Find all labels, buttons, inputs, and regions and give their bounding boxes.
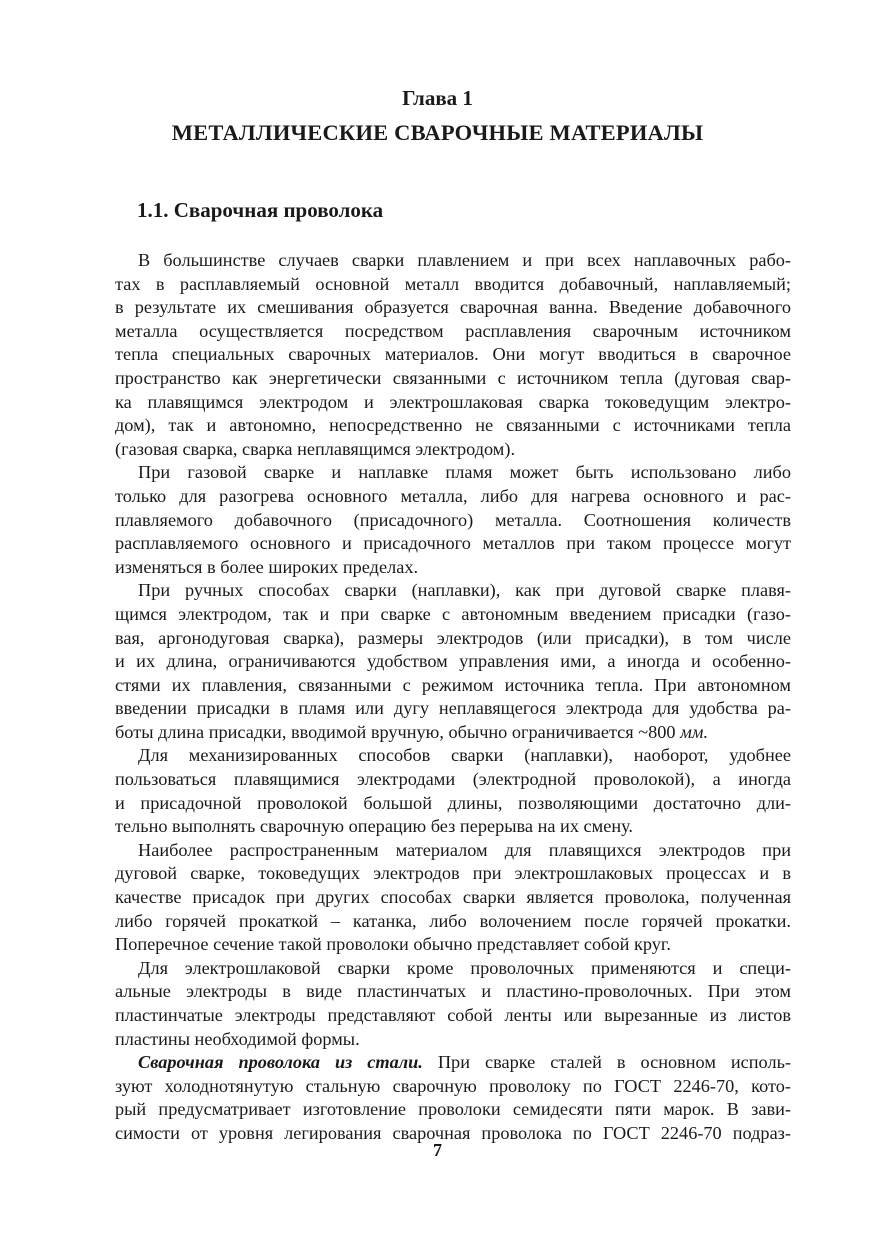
text-line: (газовая сварка, сварка неплавящимся электродом).	[115, 438, 516, 459]
text-line: вая, аргонодуговая сварка), размеры электродов (или присадки), в том числе	[115, 627, 791, 648]
run-in-heading: Сварочная проволока из стали.	[138, 1052, 423, 1073]
paragraph	[115, 461, 791, 579]
text-line: При газовой сварке и наплавке пламя может быть использовано либо	[138, 462, 791, 483]
text-line: расплавляемого основного и присадочного металлов при таком процессе могут	[115, 533, 791, 554]
text-line: дом), так и автономно, непосредственно не связанными с источниками тепла	[115, 415, 791, 436]
text-line: изменяться в более широких пределах.	[115, 556, 419, 577]
text-line: стями их плавления, связанными с режимом источника тепла. При автономном	[115, 674, 791, 695]
section-heading: 1.1. Сварочная проволока	[137, 198, 384, 222]
text-run: При сварке сталей в основном исполь-	[422, 1052, 792, 1073]
text-line: плавляемого добавочного (присадочного) металла. Соотношения количеств	[115, 509, 791, 530]
paragraph	[115, 839, 791, 957]
chapter-title: МЕТАЛЛИЧЕСКИЕ СВАРОЧНЫЕ МАТЕРИАЛЫ	[171, 120, 704, 145]
text-line: Для механизированных способов сварки (наплавки), наоборот, удобнее	[138, 745, 791, 766]
text-line: тельно выполнять сварочную операцию без перерыва на их смену.	[115, 816, 633, 837]
text-line: качестве присадок при других способах сварки является проволока, полученная	[115, 887, 791, 908]
unit-text: мм.	[680, 721, 709, 742]
text-line: дуговой сварке, токоведущих электродов при электрошлаковых процессах и в	[115, 863, 791, 884]
text-line: Наиболее распространенным материалом для плавящихся электродов при	[138, 839, 791, 860]
text-line: зуют холоднотянутую стальную сварочную проволоку по ГОСТ 2246-70, кото-	[115, 1075, 791, 1096]
paragraph	[115, 249, 791, 461]
chapter-number: Глава 1	[402, 86, 473, 110]
paragraph	[115, 579, 791, 744]
text-line: металла осуществляется посредством расплавления сварочным источником	[115, 320, 791, 341]
page-number: 7	[433, 1140, 442, 1160]
paragraph	[115, 744, 791, 838]
text-line: пластинчатые электроды представляют собой ленты или вырезанные из листов	[115, 1005, 791, 1025]
text-line: и присадочной проволокой большой длины, позволяющими достаточно дли-	[115, 792, 791, 813]
text-line: пользоваться плавящимися электродами (электродной проволокой), а иногда	[115, 769, 791, 790]
text-line: Для электрошлаковой сварки кроме проволочных применяются и специ-	[138, 957, 791, 978]
text-line: При ручных способах сварки (наплавки), как при дуговой сварке плавя-	[138, 580, 791, 601]
body-text	[115, 249, 791, 1146]
text-line: альные электроды в виде пластинчатых и пластино-проволочных. При этом	[115, 981, 791, 1002]
text-line: только для разогрева основного металла, либо для нагрева основного и рас-	[115, 485, 791, 506]
text-line: и их длина, ограничиваются удобством управления ими, а иногда и особенно-	[115, 651, 791, 672]
text-line	[115, 721, 791, 745]
text-line: пластины необходимой формы.	[115, 1028, 360, 1049]
paragraph	[115, 957, 791, 1051]
text-line	[115, 1051, 791, 1075]
text-line: либо горячей прокаткой – катанка, либо волочением после горячей прокатки.	[115, 910, 791, 931]
text-line: Поперечное сечение такой проволоки обычно представляет собой круг.	[115, 934, 671, 955]
text-line: ка плавящимся электродом и электрошлаковая сварка токоведущим электро-	[115, 391, 791, 412]
text-line: пространство как энергетически связанными с источником тепла (дуговая свар-	[115, 367, 791, 388]
text-line: в результате их смешивания образуется сварочная ванна. Введение добавочного	[115, 297, 791, 318]
text-line: тах в расплавляемый основной металл вводится добавочный, наплавляемый;	[115, 273, 791, 294]
text-line: введении присадки в пламя или дугу неплавящегося электрода для удобства ра-	[115, 698, 791, 719]
text-line: щимся электродом, так и при сварке с автономным введением присадки (газо-	[115, 603, 791, 624]
text-line: рый предусматривает изготовление проволоки семидесяти пяти марок. В зави-	[115, 1099, 791, 1120]
text-line: В большинстве случаев сварки плавлением и при всех наплавочных рабо-	[138, 250, 791, 270]
text-run: боты длина присадки, вводимой вручную, обычно ограничивается ~800	[115, 721, 681, 742]
text-line: симости от уровня легирования сварочная проволока по ГОСТ 2246-70 подраз-	[115, 1122, 791, 1143]
text-line: тепла специальных сварочных материалов. Они могут вводиться в сварочное	[115, 344, 791, 365]
paragraph	[115, 1051, 791, 1145]
